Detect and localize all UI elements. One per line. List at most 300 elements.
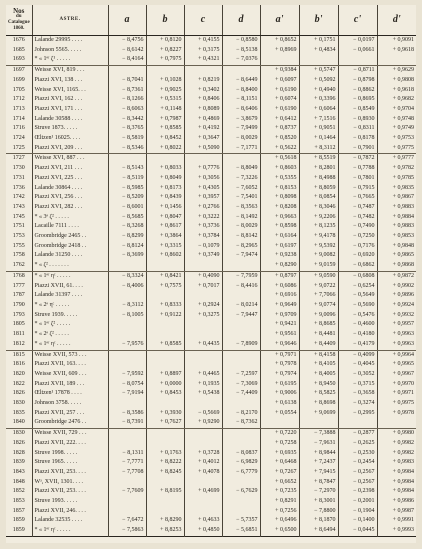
catalogue-number-cell: 1699 — [12, 76, 25, 83]
table-row — [6, 380, 416, 390]
value-cell-b: + 0,8227 — [146, 46, 184, 56]
value-cell-a-prime: + 0,7256 — [260, 507, 299, 517]
value-cell-b-prime: + 8,8685 — [299, 320, 338, 330]
value-cell-d-prime: + 0,9682 — [377, 95, 416, 105]
table-row — [6, 213, 416, 223]
value-cell-c-prime: − 0,2001 — [338, 497, 377, 507]
value-cell-b-prime: + 9,0082 — [299, 251, 338, 261]
value-cell-a-prime: + 0,6138 — [260, 399, 299, 409]
value-cell-a: − 8,6001 — [108, 203, 146, 213]
star-name-cell: Lalande 31250 . . . . — [32, 251, 108, 261]
value-cell-c-prime: − 0,2625 — [338, 439, 377, 449]
value-cell-c: + 0,2924 — [184, 301, 222, 311]
value-cell-c: + 0,4090 — [184, 271, 222, 281]
value-cell-d-prime: + 0,9964 — [377, 350, 416, 360]
value-cell-a — [108, 439, 146, 449]
catalogue-number-cell: 1725 — [6, 144, 32, 154]
value-cell-a-prime: + 0,9646 — [260, 340, 299, 350]
catalogue-number-cell: 1828 — [12, 449, 25, 456]
header-no-label: Nos — [13, 7, 25, 15]
value-cell-b-prime: + 8,4105 — [299, 360, 338, 370]
value-cell-c: + 0,4633 — [184, 516, 222, 526]
value-cell-b: + 0,7627 — [146, 418, 184, 428]
catalogue-number-cell: 1793 — [12, 311, 25, 318]
value-cell-c-prime: − 0,2877 — [338, 429, 377, 439]
catalogue-number-cell: 1820 — [12, 370, 25, 377]
value-cell-a-prime: + 0,6074 — [260, 95, 299, 105]
header-no-sub: du — [15, 14, 22, 19]
value-cell-d: − 8,1492 — [222, 213, 260, 223]
value-cell-d-prime: + 0,9867 — [377, 193, 416, 203]
value-cell-d-prime: + 0,9984 — [377, 468, 416, 478]
value-cell-a-prime: + 0,8520 — [260, 134, 299, 144]
value-cell-d: − 7,3226 — [222, 174, 260, 184]
value-cell-b — [146, 360, 184, 370]
value-cell-a: − 8,5143 — [108, 164, 146, 174]
value-cell-b — [146, 66, 184, 76]
value-cell-d-prime: + 0,9902 — [377, 282, 416, 292]
value-cell-c-prime: − 0,4600 — [338, 320, 377, 330]
value-cell-d: − 8,2170 — [222, 409, 260, 419]
value-cell-d — [222, 399, 260, 409]
star-name-cell: Œltzen¹ 17878 . . . . — [32, 389, 108, 399]
value-cell-b-prime: + 8,4409 — [299, 340, 338, 350]
catalogue-number-cell: 1676 — [12, 37, 25, 43]
star-name-cell: Weisse XVII, 573 . . . — [32, 350, 108, 360]
value-cell-d: − 7,2597 — [222, 370, 260, 380]
value-cell-c-prime: − 0,7801 — [338, 174, 377, 184]
value-cell-b — [146, 154, 184, 164]
header-no-sub: 1860. — [13, 26, 25, 31]
table-row — [6, 468, 416, 478]
value-cell-d-prime: + 0,9932 — [377, 311, 416, 321]
value-cell-b-prime: + 8,1870 — [299, 516, 338, 526]
star-name-cell: Struve 1965. . . . . — [32, 458, 108, 468]
star-name-cell: Piazzi XVI, 138 . . . — [32, 76, 108, 86]
value-cell-b-prime: + 8,3001 — [299, 497, 338, 507]
value-cell-a: − 7,6472 — [108, 516, 146, 526]
star-name-cell: Lacaille 7111 . . . . — [32, 222, 108, 232]
header-col-d-prime: d' — [377, 5, 416, 36]
value-cell-a-prime: + 0,5622 — [260, 144, 299, 154]
value-cell-d: − 7,9474 — [222, 251, 260, 261]
value-cell-d-prime: + 0,9629 — [377, 66, 416, 76]
star-name-cell: Groombridge 2476 . . — [32, 418, 108, 428]
table-row — [6, 115, 416, 125]
value-cell-c: + 0,3222 — [184, 213, 222, 223]
value-cell-b — [146, 399, 184, 409]
catalogue-number-cell: 1753 — [12, 233, 25, 240]
value-cell-d: − 7,9447 — [222, 311, 260, 321]
value-cell-b-prime: − 7,2970 — [299, 487, 338, 497]
value-cell-d-prime: + 0,9782 — [377, 164, 416, 174]
value-cell-c-prime — [338, 55, 377, 65]
header-col-d: d — [222, 5, 260, 36]
value-cell-d-prime: + 0,9785 — [377, 174, 416, 184]
table-row — [6, 184, 416, 194]
value-cell-c-prime: − 0,3658 — [338, 389, 377, 399]
value-cell-d — [222, 478, 260, 488]
value-cell-a: − 8,3324 — [108, 271, 146, 281]
value-cell-b-prime: + 8,9450 — [299, 380, 338, 390]
value-cell-c — [184, 66, 222, 76]
value-cell-d: − 7,6052 — [222, 184, 260, 194]
value-cell-a: − 8,5119 — [108, 174, 146, 184]
table-row — [6, 360, 416, 370]
catalogue-number-cell: 1697 — [12, 67, 25, 74]
value-cell-b-prime: + 9,0722 — [299, 282, 338, 292]
table-row — [6, 409, 416, 419]
value-cell-d: − 8,0214 — [222, 301, 260, 311]
value-cell-c: + 0,8219 — [184, 76, 222, 86]
value-cell-d — [222, 320, 260, 330]
value-cell-b: + 0,1148 — [146, 105, 184, 115]
value-cell-d-prime: + 0,9982 — [377, 449, 416, 459]
value-cell-a — [108, 350, 146, 360]
value-cell-c: + 0,3749 — [184, 251, 222, 261]
value-cell-a-prime: + 0,6468 — [260, 458, 299, 468]
value-cell-d: − 5,7357 — [222, 516, 260, 526]
value-cell-d — [222, 350, 260, 360]
value-cell-c — [184, 291, 222, 301]
value-cell-a: − 8,5685 — [108, 213, 146, 223]
value-cell-b: + 0,7575 — [146, 282, 184, 292]
table-row — [6, 134, 416, 144]
value-cell-a-prime: + 0,6935 — [260, 449, 299, 459]
value-cell-c: + 0,3957 — [184, 193, 222, 203]
catalogue-number-cell: 1811 — [12, 331, 25, 338]
star-name-cell: Weisse XVI, 887 . . . — [32, 154, 108, 164]
star-name-cell: * « ζ² . . . . . . . — [32, 261, 108, 271]
value-cell-c-prime: − 0,2995 — [338, 409, 377, 419]
table-row — [6, 418, 416, 428]
value-cell-c: + 0,4869 — [184, 115, 222, 125]
value-cell-b: + 0,8617 — [146, 222, 184, 232]
value-cell-a: − 8,3699 — [108, 251, 146, 261]
value-cell-d-prime: + 0,9835 — [377, 184, 416, 194]
value-cell-c-prime: − 0,6862 — [338, 261, 377, 271]
value-cell-c-prime: − 0,8798 — [338, 76, 377, 86]
value-cell-b-prime: + 0,9051 — [299, 124, 338, 134]
value-cell-d-prime: + 0,9924 — [377, 301, 416, 311]
value-cell-b-prime: + 0,6064 — [299, 105, 338, 115]
value-cell-b — [146, 497, 184, 507]
value-cell-a: − 8,1266 — [108, 95, 146, 105]
header-col-b: b — [146, 5, 184, 36]
star-name-cell: Piazzi XVI, 256 . . . — [32, 193, 108, 203]
value-cell-c-prime: − 0,8930 — [338, 115, 377, 125]
value-cell-d-prime: + 0,9963 — [377, 340, 416, 350]
value-cell-c: + 0,5090 — [184, 144, 222, 154]
value-cell-d: − 0,8580 — [222, 36, 260, 46]
value-cell-c-prime: − 0,1400 — [338, 516, 377, 526]
value-cell-c — [184, 507, 222, 517]
catalogue-number-cell: 1751 — [12, 223, 25, 230]
value-cell-b: + 0,9122 — [146, 311, 184, 321]
value-cell-d: − 7,0376 — [222, 55, 260, 65]
catalogue-number-cell: 1830 — [12, 430, 25, 437]
value-cell-a-prime: + 0,6197 — [260, 242, 299, 252]
value-cell-d: − 8,0837 — [222, 449, 260, 459]
value-cell-a: − 8,0754 — [108, 380, 146, 390]
table-row — [6, 291, 416, 301]
table-row — [6, 449, 416, 459]
value-cell-d-prime: + 0,9618 — [377, 46, 416, 56]
star-name-cell: Œltzen¹ 16025. . . . — [32, 134, 108, 144]
value-cell-c-prime: − 0,4099 — [338, 350, 377, 360]
value-cell-c — [184, 320, 222, 330]
value-cell-b: + 0,3864 — [146, 232, 184, 242]
star-name-cell: Struve 1873. . . . . — [32, 124, 108, 134]
value-cell-c-prime: − 0,0197 — [338, 36, 377, 46]
star-name-cell: Piazzi XVII, 222. . . . — [32, 439, 108, 449]
value-cell-a-prime: + 0,8969 — [260, 46, 299, 56]
value-cell-d — [222, 330, 260, 340]
value-cell-b-prime: + 0,5747 — [299, 66, 338, 76]
header-col-c-prime: c' — [338, 5, 377, 36]
table-row — [6, 76, 416, 86]
value-cell-c-prime: − 0,3052 — [338, 370, 377, 380]
value-cell-a-prime: + 0,6412 — [260, 115, 299, 125]
value-cell-a-prime: + 0,6097 — [260, 76, 299, 86]
value-cell-a: − 8,5209 — [108, 193, 146, 203]
catalogue-number-cell: 1736 — [12, 184, 25, 191]
value-cell-b-prime: + 7,2437 — [299, 458, 338, 468]
value-cell-a-prime: + 0,0554 — [260, 409, 299, 419]
star-name-cell: Lalande 30588 . . . . — [32, 115, 108, 125]
table-row — [6, 370, 416, 380]
table-row — [6, 282, 416, 292]
value-cell-d — [222, 261, 260, 271]
value-cell-b: + 0,8120 — [146, 36, 184, 46]
value-cell-b-prime: + 8,5825 — [299, 389, 338, 399]
table-row — [6, 458, 416, 468]
value-cell-c-prime: − 0,7915 — [338, 184, 377, 194]
value-cell-c: + 0,3275 — [184, 311, 222, 321]
value-cell-d-prime: + 0,9983 — [377, 458, 416, 468]
value-cell-d: − 8,8142 — [222, 232, 260, 242]
header-no-sub: Catalogue — [8, 20, 30, 25]
value-cell-a-prime — [260, 418, 299, 428]
value-cell-b-prime: + 8,4988 — [299, 174, 338, 184]
value-cell-a-prime: + 0,6086 — [260, 282, 299, 292]
value-cell-c — [184, 261, 222, 271]
value-cell-c — [184, 478, 222, 488]
value-cell-c-prime: − 0,8178 — [338, 134, 377, 144]
value-cell-d — [222, 439, 260, 449]
value-cell-d-prime: + 0,9704 — [377, 105, 416, 115]
value-cell-c — [184, 399, 222, 409]
value-cell-a: − 8,6063 — [108, 105, 146, 115]
value-cell-a-prime: + 0,7258 — [260, 439, 299, 449]
value-cell-d: − 8,8049 — [222, 164, 260, 174]
catalogue-number-cell: 1731 — [12, 174, 25, 181]
value-cell-b: + 8,8290 — [146, 516, 184, 526]
value-cell-c: + 0,4465 — [184, 370, 222, 380]
table-row — [6, 330, 416, 340]
value-cell-c — [184, 350, 222, 360]
value-cell-a-prime: + 0,8603 — [260, 164, 299, 174]
table-row — [6, 516, 416, 526]
value-cell-c — [184, 497, 222, 507]
value-cell-b-prime: + 9,2206 — [299, 213, 338, 223]
value-cell-d: − 8,1151 — [222, 95, 260, 105]
value-cell-c: + 0,4699 — [184, 487, 222, 497]
value-cell-a-prime: + 0,5355 — [260, 174, 299, 184]
value-cell-a-prime: + 0,8290 — [260, 261, 299, 271]
catalogue-number-cell: 1816 — [12, 361, 25, 368]
table-body — [6, 36, 416, 537]
value-cell-b: + 8,8253 — [146, 526, 184, 536]
value-cell-b: + 0,8421 — [146, 271, 184, 281]
value-cell-a-prime: + 0,8797 — [260, 271, 299, 281]
star-name-cell: Piazzi XVI, 171 . . . — [32, 105, 108, 115]
value-cell-d-prime: + 0,9970 — [377, 380, 416, 390]
star-name-cell: * « 2ᵉ ηᶜ . . . . . — [32, 301, 108, 311]
star-name-cell: Piazzi XVII, 246. . . . — [32, 507, 108, 517]
table-row — [6, 497, 416, 507]
value-cell-b-prime: − 7,9631 — [299, 439, 338, 449]
header-col-a: a — [108, 5, 146, 36]
header-catalogue-number — [6, 5, 32, 36]
value-cell-a — [108, 429, 146, 439]
value-cell-c-prime: − 0,0661 — [338, 46, 377, 56]
star-name-cell: Piazzi XVII, 61. . . . — [32, 282, 108, 292]
value-cell-c-prime: − 0,7487 — [338, 203, 377, 213]
value-cell-a — [108, 154, 146, 164]
table-row — [6, 261, 416, 271]
value-cell-d-prime: + 0,9957 — [377, 320, 416, 330]
value-cell-d-prime: + 0,9884 — [377, 213, 416, 223]
value-cell-a-prime: + 0,9649 — [260, 301, 299, 311]
value-cell-b: + 0,8602 — [146, 251, 184, 261]
value-cell-c: + 0,4435 — [184, 340, 222, 350]
value-cell-a — [108, 330, 146, 340]
value-cell-a-prime: + 0,8652 — [260, 36, 299, 46]
star-name-cell: Johnson 5565. . . . . — [32, 46, 108, 56]
star-name-cell: Lalande 31397 . . . . — [32, 291, 108, 301]
value-cell-c — [184, 429, 222, 439]
value-cell-a: − 8,4164 — [108, 55, 146, 65]
value-cell-b: + 0,3315 — [146, 242, 184, 252]
value-cell-c: + 0,3175 — [184, 46, 222, 56]
value-cell-a: − 8,4006 — [108, 282, 146, 292]
value-cell-a: − 8,4756 — [108, 36, 146, 46]
value-cell-b-prime: + 8,7847 — [299, 478, 338, 488]
value-cell-b: + 0,8047 — [146, 213, 184, 223]
value-cell-b-prime: + 9,4178 — [299, 232, 338, 242]
table-row — [6, 429, 416, 439]
table-row — [6, 340, 416, 350]
value-cell-d-prime: + 0,9865 — [377, 251, 416, 261]
table-row — [6, 222, 416, 232]
catalogue-number-cell: 1826 — [12, 439, 25, 446]
table-row — [6, 144, 416, 154]
value-cell-b-prime: + 8,4158 — [299, 350, 338, 360]
value-cell-c-prime: − 0,8695 — [338, 95, 377, 105]
value-cell-a: − 8,3268 — [108, 222, 146, 232]
value-cell-a-prime: + 0,9384 — [260, 66, 299, 76]
value-cell-c: + 0,3736 — [184, 222, 222, 232]
catalogue-number-cell: 1742 — [12, 194, 25, 201]
value-cell-b-prime: + 7,1516 — [299, 115, 338, 125]
table-row — [6, 193, 416, 203]
value-cell-d — [222, 291, 260, 301]
value-cell-c: + 0,5438 — [184, 389, 222, 399]
value-cell-a: − 7,9592 — [108, 370, 146, 380]
value-cell-c-prime: − 0,5649 — [338, 291, 377, 301]
value-cell-b: + 0,7975 — [146, 55, 184, 65]
value-cell-c-prime: − 0,8311 — [338, 124, 377, 134]
star-name-cell: Piazzi XVII, 253. . . . — [32, 487, 108, 497]
value-cell-c: + 0,1935 — [184, 380, 222, 390]
value-cell-d-prime: + 0,9808 — [377, 76, 416, 86]
value-cell-d-prime: + 0,9753 — [377, 134, 416, 144]
value-cell-d-prime: + 0,9971 — [377, 389, 416, 399]
table-row — [6, 154, 416, 164]
star-name-cell: Piazzi XVII, 253. . . . — [32, 468, 108, 478]
value-cell-b: + 0,8897 — [146, 370, 184, 380]
value-cell-b-prime: + 9,0774 — [299, 301, 338, 311]
star-name-cell: Piazzi XVI, 282 . . . — [32, 203, 108, 213]
value-cell-d: − 7,9499 — [222, 124, 260, 134]
value-cell-b-prime: + 0,4834 — [299, 46, 338, 56]
value-cell-c: + 0,8089 — [184, 105, 222, 115]
value-cell-a-prime: + 0,7974 — [260, 370, 299, 380]
table-row — [6, 203, 416, 213]
star-name-cell: Struve 1993. . . . . — [32, 497, 108, 507]
value-cell-a — [108, 320, 146, 330]
value-cell-a: − 8,3586 — [108, 409, 146, 419]
value-cell-b-prime: + 8,4481 — [299, 330, 338, 340]
value-cell-b — [146, 350, 184, 360]
value-cell-b-prime: − 7,8800 — [299, 507, 338, 517]
catalogue-number-cell: 1762 — [6, 261, 32, 271]
value-cell-d: − 5,6851 — [222, 526, 260, 536]
value-cell-b-prime: + 0,4940 — [299, 86, 338, 96]
table-row — [6, 320, 416, 330]
value-cell-d-prime: + 0,9748 — [377, 115, 416, 125]
value-cell-b: + 0,8333 — [146, 301, 184, 311]
value-cell-c: + 0,3056 — [184, 174, 222, 184]
value-cell-a — [108, 291, 146, 301]
star-name-cell: Piazzi XVII, 163. . . . — [32, 360, 108, 370]
value-cell-b-prime: + 9,0699 — [299, 409, 338, 419]
value-cell-d-prime: + 0,9618 — [377, 86, 416, 96]
catalogue-number-cell: 1758 — [12, 252, 25, 259]
table-row — [6, 105, 416, 115]
value-cell-d: − 3,8679 — [222, 115, 260, 125]
value-cell-d — [222, 507, 260, 517]
catalogue-number-cell: 1743 — [12, 203, 25, 210]
value-cell-b-prime: + 7,7066 — [299, 291, 338, 301]
value-cell-b — [146, 330, 184, 340]
value-cell-a-prime: + 0,7971 — [260, 350, 299, 360]
value-cell-c-prime: − 0,3274 — [338, 399, 377, 409]
value-cell-c: + 0,3784 — [184, 232, 222, 242]
value-cell-c-prime: − 0,8549 — [338, 105, 377, 115]
table-row — [6, 232, 416, 242]
catalogue-number-cell: 1768 — [12, 272, 25, 279]
table-row — [6, 36, 416, 46]
value-cell-d-prime: + 0,9991 — [377, 516, 416, 526]
value-cell-d-prime — [377, 418, 416, 428]
value-cell-d-prime: + 0,9749 — [377, 124, 416, 134]
value-cell-a: − 8,5819 — [108, 134, 146, 144]
value-cell-a-prime: + 0,8153 — [260, 184, 299, 194]
value-cell-c: + 0,3402 — [184, 86, 222, 96]
value-cell-d: − 7,1771 — [222, 144, 260, 154]
